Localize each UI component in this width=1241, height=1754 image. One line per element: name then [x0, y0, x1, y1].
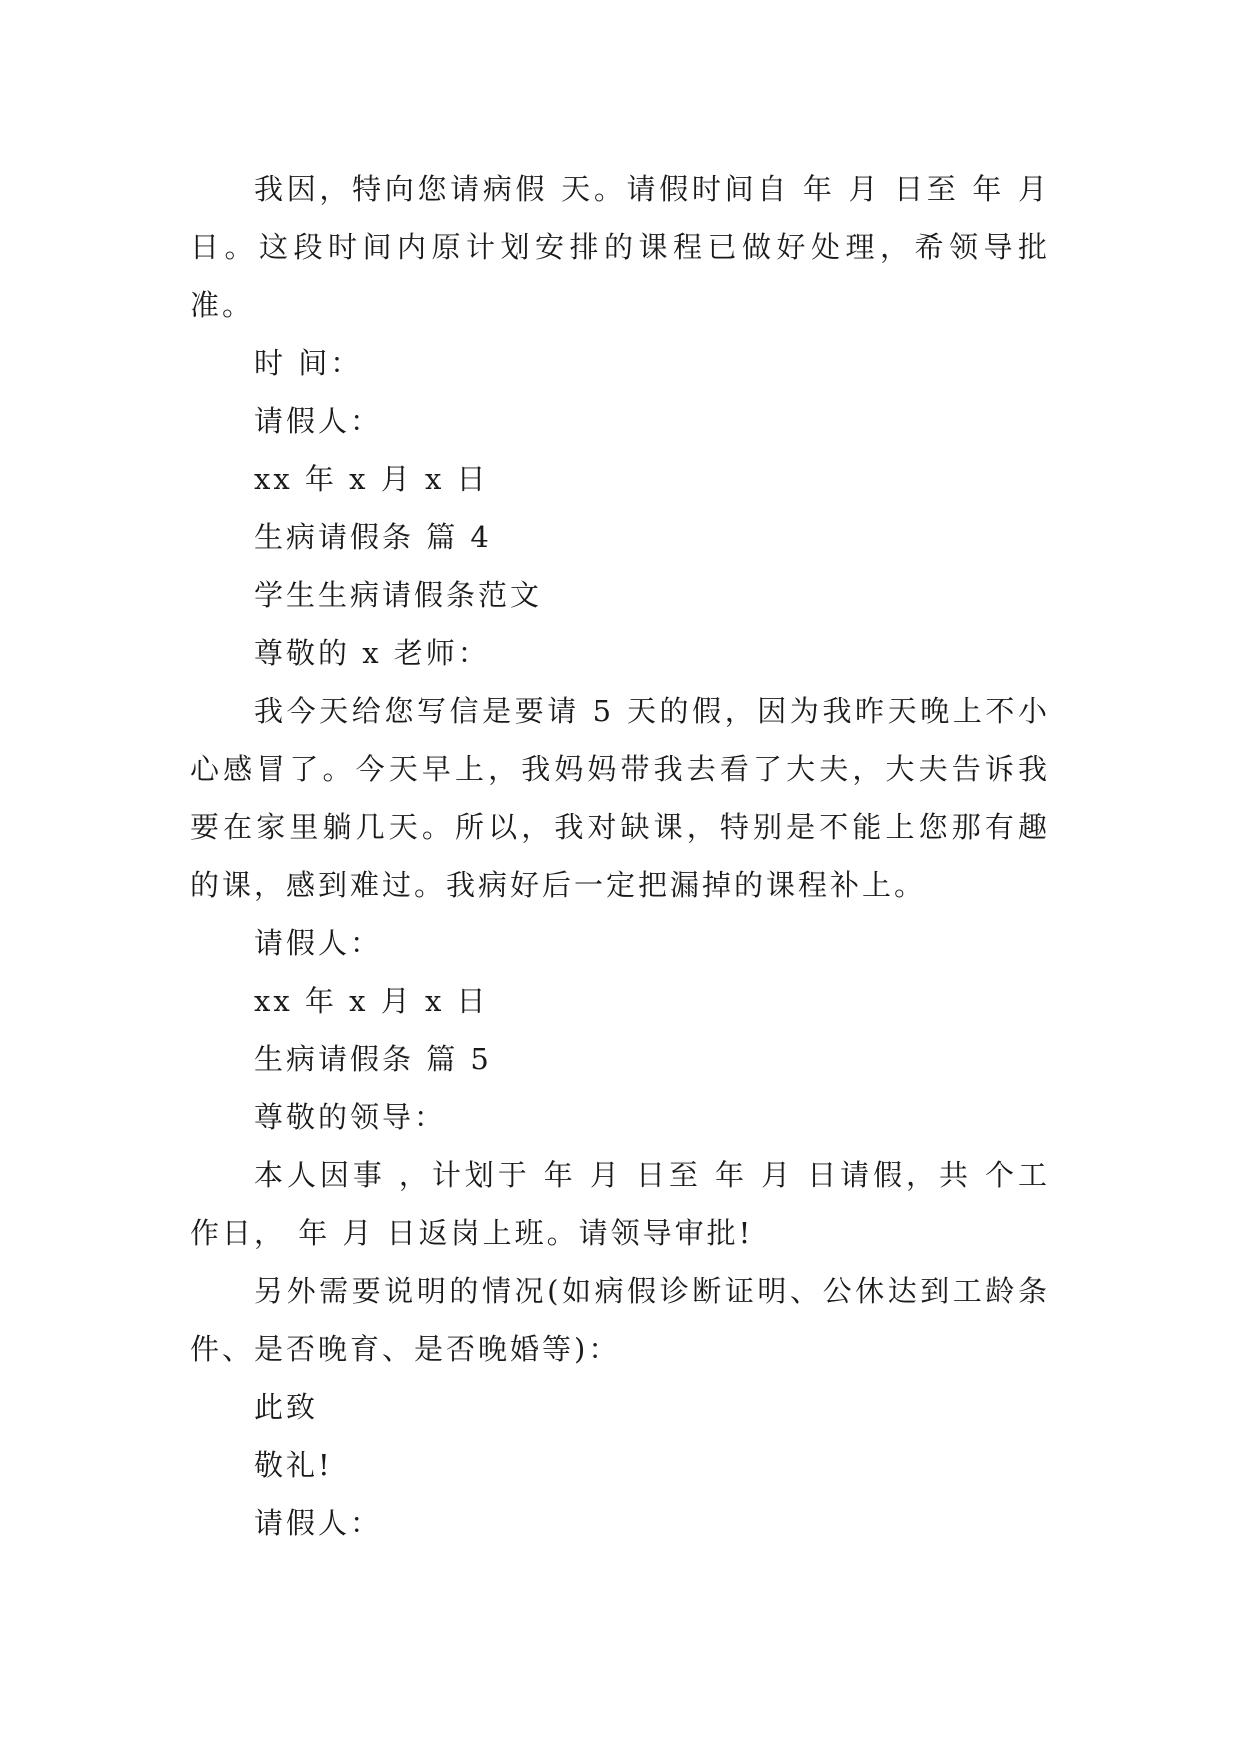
- section-subtitle: 学生生病请假条范文: [254, 578, 543, 612]
- paragraph-additional-notes: 另外需要说明的情况(如病假诊断证明、公休达到工龄条件、是否晚育、是否晚婚等)：: [190, 1274, 1050, 1366]
- closing-jingli: 敬礼!: [254, 1448, 333, 1482]
- section-heading-4: 生病请假条 篇 4: [254, 520, 492, 554]
- paragraph-date-placeholder: xx 年 x 月 x 日: [254, 462, 489, 496]
- paragraph-leave-request-intro: 我因，特向您请病假 天。请假时间自 年 月 日至 年 月 日。这段时间内原计划安排的课程已做好处理，希领导批准。: [190, 172, 1050, 322]
- section-heading-5: 生病请假条 篇 5: [254, 1042, 492, 1076]
- paragraph-student-body: 我今天给您写信是要请 5 天的假，因为我昨天晚上不小心感冒了。今天早上，我妈妈带我去看了大夫，大夫告诉我要在家里躺几天。所以，我对缺课，特别是不能上您那有趣的课，感到难过。我病好后一定把漏掉的课程补上。: [190, 694, 1050, 902]
- paragraph-time-label: 时 间：: [254, 346, 363, 380]
- paragraph-applicant-label-2: 请假人：: [254, 926, 383, 960]
- paragraph-applicant-label: 请假人：: [254, 404, 383, 438]
- salutation-teacher: 尊敬的 x 老师：: [254, 636, 490, 670]
- paragraph-leave-plan: 本人因事 ，计划于 年 月 日至 年 月 日请假，共 个工作日， 年 月 日返岗上班。请领导审批!: [190, 1158, 1050, 1250]
- closing-cizhi: 此致: [254, 1390, 319, 1424]
- salutation-leader: 尊敬的领导：: [254, 1100, 447, 1134]
- paragraph-date-placeholder-2: xx 年 x 月 x 日: [254, 984, 489, 1018]
- document-body: [190, 160, 1050, 1552]
- paragraph-applicant-label-3: 请假人：: [254, 1506, 383, 1540]
